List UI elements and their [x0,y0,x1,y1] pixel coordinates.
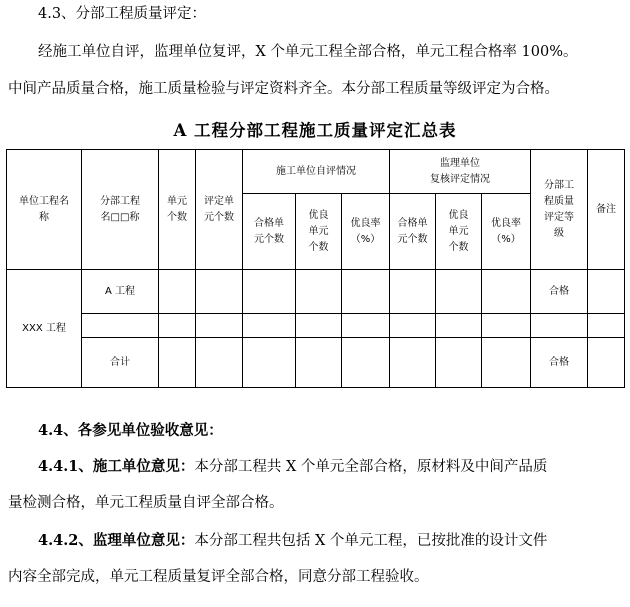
cell-total-grade: 合格 [531,338,588,388]
cell-empty [482,338,531,388]
cell-empty [196,314,243,338]
table-title: A 工程分部工程施工质量评定汇总表 [173,121,457,140]
cell-empty [436,338,482,388]
cell-empty [296,338,342,388]
cell-empty [243,338,296,388]
cell-empty [196,338,243,388]
cell-unit-project: XXX 工程 [7,270,82,388]
cell-total-label: 合计 [82,338,159,388]
opinion-supervisor-label: 4.4.2、监理单位意见： [38,532,195,549]
cell-empty [390,314,436,338]
cell-empty [436,314,482,338]
cell-empty [159,338,196,388]
header-self-excellent-rate: 优良率 （%） [342,194,390,270]
opinion-contractor-line-2: 量检测合格，单元工程质量自评全部合格。 [8,495,284,511]
cell-empty [296,270,342,314]
quality-summary-table [6,149,625,388]
header-supervision-excellent-rate: 优良率 （%） [482,194,531,270]
section-4-4-heading: 4.4、各参见单位验收意见： [38,422,223,439]
cell-empty [342,338,390,388]
table-row-total [7,338,625,388]
cell-empty [159,314,196,338]
cell-empty [436,270,482,314]
header-self-excellent-units: 优良 单元 个数 [296,194,342,270]
header-supervision-group: 监理单位 复核评定情况 [390,150,531,194]
section-4-3-heading: 4.3、分部工程质量评定： [38,6,207,22]
cell-empty [588,338,625,388]
cell-empty [243,314,296,338]
header-grade: 分部工 程质量 评定等 级 [531,150,588,270]
section-4-3-paragraph-line-1: 经施工单位自评，监理单位复评，X 个单元工程全部合格，单元工程合格率 100%。 [38,44,578,60]
cell-empty [482,270,531,314]
header-remarks: 备注 [588,150,625,270]
cell-empty [243,270,296,314]
cell-empty [588,314,625,338]
cell-empty [159,270,196,314]
section-4-3-paragraph-line-2: 中间产品质量合格，施工质量检验与评定资料齐全。本分部工程质量等级评定为合格。 [8,81,559,97]
cell-sub-project: A 工程 [82,270,159,314]
opinion-contractor-label: 4.4.1、施工单位意见： [38,458,195,475]
header-unit-count: 单元 个数 [159,150,196,270]
cell-empty [390,338,436,388]
cell-empty [588,270,625,314]
table-row [7,270,625,314]
cell-empty [82,314,159,338]
opinion-contractor-text: 本分部工程共 X 个单元全部合格，原材料及中间产品质 [194,459,548,475]
header-sub-project-name: 分部工程 名□□称 [82,150,159,270]
table-row [7,314,625,338]
opinion-supervisor-line-2: 内容全部完成，单元工程质量复评全部合格，同意分部工程验收。 [8,569,429,585]
opinion-contractor-line-1 [38,457,547,477]
header-evaluated-units: 评定单 元个数 [196,150,243,270]
header-supervision-qualified-units: 合格单 元个数 [390,194,436,270]
cell-empty [342,270,390,314]
opinion-supervisor-text: 本分部工程共包括 X 个单元工程，已按批准的设计文件 [194,533,548,549]
cell-empty [296,314,342,338]
cell-empty [196,270,243,314]
opinion-supervisor-line-1 [38,531,547,551]
cell-empty [482,314,531,338]
cell-empty [342,314,390,338]
cell-grade: 合格 [531,270,588,314]
cell-empty [531,314,588,338]
header-self-evaluation-group: 施工单位自评情况 [243,150,390,194]
header-unit-project-name: 单位工程名 称 [7,150,82,270]
cell-empty [390,270,436,314]
header-supervision-excellent-units: 优良 单元 个数 [436,194,482,270]
header-self-qualified-units: 合格单 元个数 [243,194,296,270]
